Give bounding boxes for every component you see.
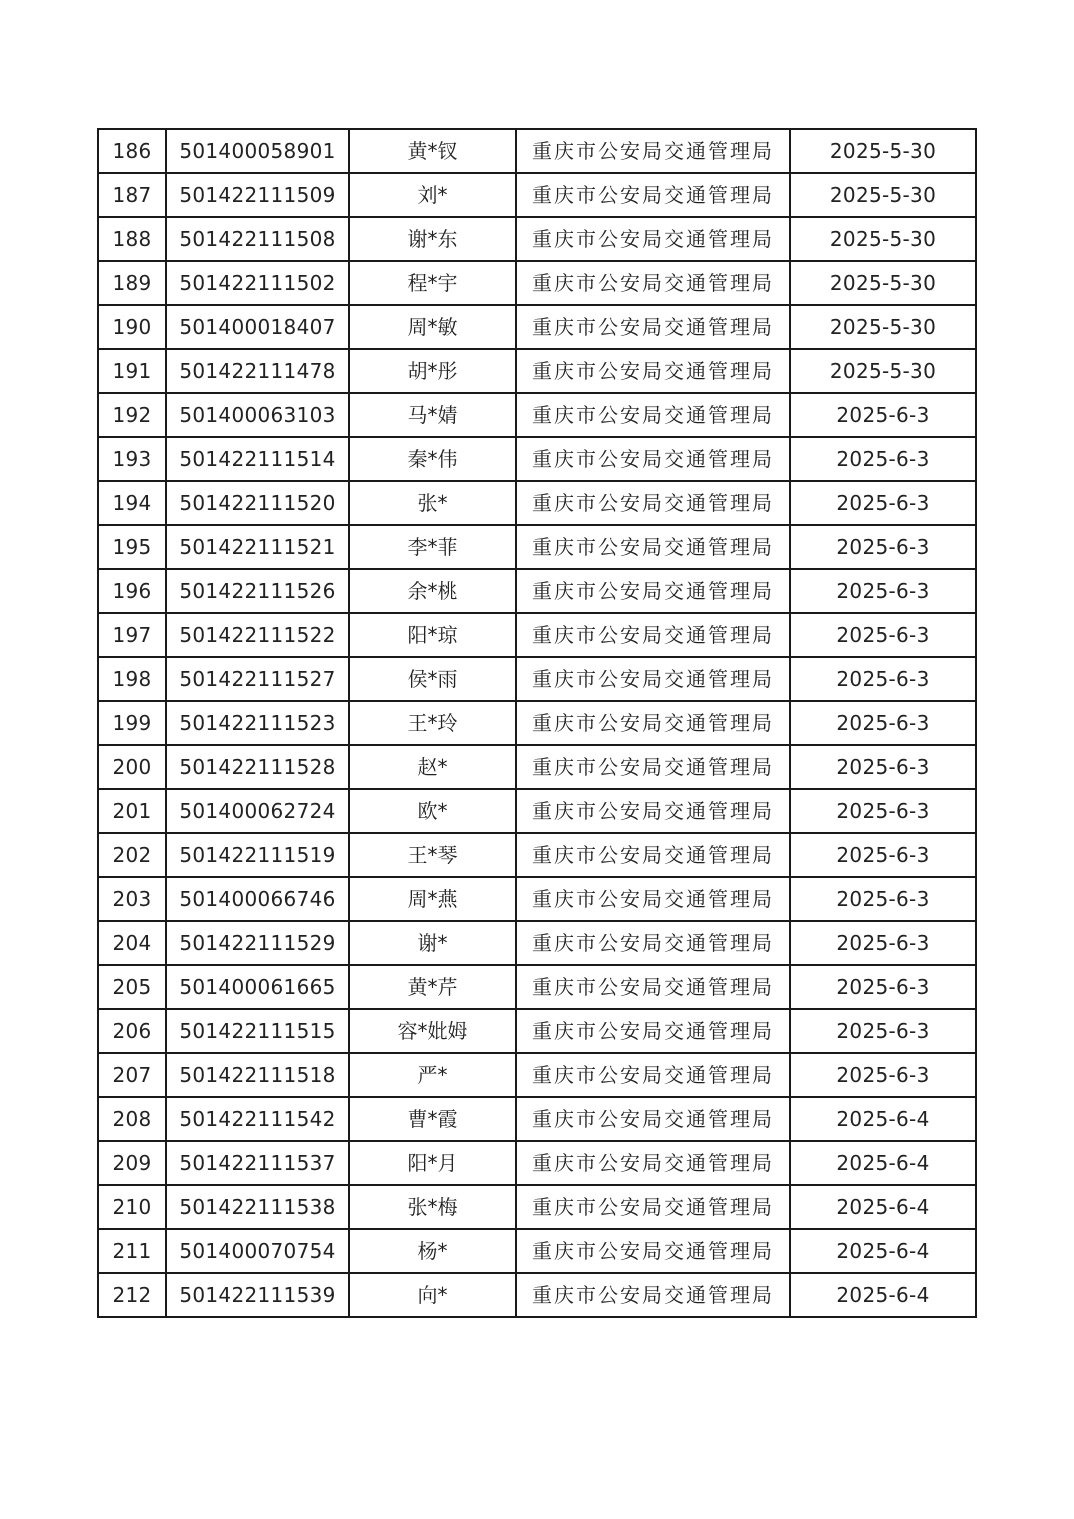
table-row xyxy=(98,1053,976,1097)
issuing-organization: 重庆市公安局交通管理局 xyxy=(516,1141,790,1185)
table-row xyxy=(98,481,976,525)
record-id: 501422111529 xyxy=(166,921,349,965)
person-name: 赵* xyxy=(349,745,516,789)
row-number: 193 xyxy=(98,437,166,481)
person-name: 阳*月 xyxy=(349,1141,516,1185)
row-number: 212 xyxy=(98,1273,166,1317)
record-id: 501422111526 xyxy=(166,569,349,613)
person-name: 胡*彤 xyxy=(349,349,516,393)
table-row xyxy=(98,305,976,349)
person-name: 阳*琼 xyxy=(349,613,516,657)
issuing-organization: 重庆市公安局交通管理局 xyxy=(516,173,790,217)
row-number: 190 xyxy=(98,305,166,349)
issuing-organization: 重庆市公安局交通管理局 xyxy=(516,1273,790,1317)
person-name: 王*琴 xyxy=(349,833,516,877)
row-number: 207 xyxy=(98,1053,166,1097)
person-name: 黄*芹 xyxy=(349,965,516,1009)
issuing-organization: 重庆市公安局交通管理局 xyxy=(516,217,790,261)
row-number: 206 xyxy=(98,1009,166,1053)
person-name: 容*妣姆 xyxy=(349,1009,516,1053)
row-number: 194 xyxy=(98,481,166,525)
table-row xyxy=(98,349,976,393)
person-name: 谢* xyxy=(349,921,516,965)
record-date: 2025-6-3 xyxy=(790,481,976,525)
record-id: 501400070754 xyxy=(166,1229,349,1273)
issuing-organization: 重庆市公安局交通管理局 xyxy=(516,349,790,393)
record-date: 2025-6-3 xyxy=(790,789,976,833)
person-name: 曹*霞 xyxy=(349,1097,516,1141)
record-date: 2025-6-3 xyxy=(790,833,976,877)
issuing-organization: 重庆市公安局交通管理局 xyxy=(516,437,790,481)
record-date: 2025-5-30 xyxy=(790,349,976,393)
record-date: 2025-6-3 xyxy=(790,745,976,789)
person-name: 向* xyxy=(349,1273,516,1317)
row-number: 191 xyxy=(98,349,166,393)
person-name: 侯*雨 xyxy=(349,657,516,701)
record-date: 2025-6-4 xyxy=(790,1185,976,1229)
record-date: 2025-5-30 xyxy=(790,261,976,305)
record-date: 2025-6-3 xyxy=(790,569,976,613)
table-row xyxy=(98,657,976,701)
table-row xyxy=(98,1097,976,1141)
person-name: 周*燕 xyxy=(349,877,516,921)
person-name: 谢*东 xyxy=(349,217,516,261)
table-row xyxy=(98,833,976,877)
person-name: 刘* xyxy=(349,173,516,217)
record-id: 501400058901 xyxy=(166,129,349,173)
table-row xyxy=(98,261,976,305)
record-id: 501422111514 xyxy=(166,437,349,481)
record-id: 501422111539 xyxy=(166,1273,349,1317)
record-date: 2025-6-4 xyxy=(790,1097,976,1141)
record-date: 2025-6-3 xyxy=(790,877,976,921)
record-id: 501422111542 xyxy=(166,1097,349,1141)
table-row xyxy=(98,745,976,789)
record-id: 501400018407 xyxy=(166,305,349,349)
record-id: 501400062724 xyxy=(166,789,349,833)
person-name: 张*梅 xyxy=(349,1185,516,1229)
issuing-organization: 重庆市公安局交通管理局 xyxy=(516,789,790,833)
row-number: 187 xyxy=(98,173,166,217)
record-date: 2025-5-30 xyxy=(790,173,976,217)
table-row xyxy=(98,1141,976,1185)
record-id: 501422111509 xyxy=(166,173,349,217)
record-date: 2025-5-30 xyxy=(790,129,976,173)
issuing-organization: 重庆市公安局交通管理局 xyxy=(516,1229,790,1273)
issuing-organization: 重庆市公安局交通管理局 xyxy=(516,1009,790,1053)
record-id: 501422111520 xyxy=(166,481,349,525)
issuing-organization: 重庆市公安局交通管理局 xyxy=(516,657,790,701)
table-row xyxy=(98,789,976,833)
records-table xyxy=(97,128,977,1318)
issuing-organization: 重庆市公安局交通管理局 xyxy=(516,1053,790,1097)
record-id: 501422111521 xyxy=(166,525,349,569)
record-id: 501422111522 xyxy=(166,613,349,657)
table-row xyxy=(98,217,976,261)
record-date: 2025-6-3 xyxy=(790,613,976,657)
person-name: 程*宇 xyxy=(349,261,516,305)
table-row xyxy=(98,965,976,1009)
record-date: 2025-6-3 xyxy=(790,437,976,481)
issuing-organization: 重庆市公安局交通管理局 xyxy=(516,965,790,1009)
record-date: 2025-6-3 xyxy=(790,525,976,569)
table-row xyxy=(98,613,976,657)
table-row xyxy=(98,525,976,569)
record-id: 501400063103 xyxy=(166,393,349,437)
person-name: 黄*钗 xyxy=(349,129,516,173)
row-number: 188 xyxy=(98,217,166,261)
issuing-organization: 重庆市公安局交通管理局 xyxy=(516,745,790,789)
record-date: 2025-6-3 xyxy=(790,921,976,965)
record-date: 2025-6-4 xyxy=(790,1229,976,1273)
record-id: 501422111518 xyxy=(166,1053,349,1097)
record-id: 501422111523 xyxy=(166,701,349,745)
record-id: 501422111538 xyxy=(166,1185,349,1229)
record-id: 501422111527 xyxy=(166,657,349,701)
record-date: 2025-6-3 xyxy=(790,393,976,437)
row-number: 195 xyxy=(98,525,166,569)
issuing-organization: 重庆市公安局交通管理局 xyxy=(516,1097,790,1141)
row-number: 204 xyxy=(98,921,166,965)
table-row xyxy=(98,173,976,217)
issuing-organization: 重庆市公安局交通管理局 xyxy=(516,701,790,745)
record-id: 501400066746 xyxy=(166,877,349,921)
table-row xyxy=(98,129,976,173)
row-number: 202 xyxy=(98,833,166,877)
table-row xyxy=(98,1009,976,1053)
person-name: 秦*伟 xyxy=(349,437,516,481)
record-date: 2025-6-3 xyxy=(790,1009,976,1053)
row-number: 189 xyxy=(98,261,166,305)
issuing-organization: 重庆市公安局交通管理局 xyxy=(516,393,790,437)
table-row xyxy=(98,1185,976,1229)
row-number: 186 xyxy=(98,129,166,173)
row-number: 201 xyxy=(98,789,166,833)
record-id: 501422111537 xyxy=(166,1141,349,1185)
table-row xyxy=(98,877,976,921)
row-number: 197 xyxy=(98,613,166,657)
record-id: 501400061665 xyxy=(166,965,349,1009)
person-name: 杨* xyxy=(349,1229,516,1273)
records-table-body xyxy=(98,129,976,1317)
table-row xyxy=(98,701,976,745)
issuing-organization: 重庆市公安局交通管理局 xyxy=(516,1185,790,1229)
issuing-organization: 重庆市公安局交通管理局 xyxy=(516,525,790,569)
issuing-organization: 重庆市公安局交通管理局 xyxy=(516,481,790,525)
issuing-organization: 重庆市公安局交通管理局 xyxy=(516,569,790,613)
table-row xyxy=(98,393,976,437)
person-name: 欧* xyxy=(349,789,516,833)
person-name: 李*菲 xyxy=(349,525,516,569)
record-date: 2025-6-4 xyxy=(790,1273,976,1317)
record-id: 501422111508 xyxy=(166,217,349,261)
record-id: 501422111478 xyxy=(166,349,349,393)
row-number: 208 xyxy=(98,1097,166,1141)
record-id: 501422111502 xyxy=(166,261,349,305)
record-id: 501422111528 xyxy=(166,745,349,789)
record-date: 2025-6-3 xyxy=(790,701,976,745)
record-date: 2025-6-3 xyxy=(790,1053,976,1097)
person-name: 周*敏 xyxy=(349,305,516,349)
issuing-organization: 重庆市公安局交通管理局 xyxy=(516,305,790,349)
person-name: 余*桃 xyxy=(349,569,516,613)
table-row xyxy=(98,921,976,965)
row-number: 210 xyxy=(98,1185,166,1229)
record-date: 2025-6-4 xyxy=(790,1141,976,1185)
table-row xyxy=(98,569,976,613)
row-number: 192 xyxy=(98,393,166,437)
issuing-organization: 重庆市公安局交通管理局 xyxy=(516,129,790,173)
issuing-organization: 重庆市公安局交通管理局 xyxy=(516,877,790,921)
row-number: 196 xyxy=(98,569,166,613)
record-date: 2025-6-3 xyxy=(790,965,976,1009)
table-row xyxy=(98,437,976,481)
record-date: 2025-5-30 xyxy=(790,305,976,349)
issuing-organization: 重庆市公安局交通管理局 xyxy=(516,921,790,965)
issuing-organization: 重庆市公安局交通管理局 xyxy=(516,261,790,305)
row-number: 209 xyxy=(98,1141,166,1185)
table-row xyxy=(98,1229,976,1273)
issuing-organization: 重庆市公安局交通管理局 xyxy=(516,613,790,657)
row-number: 199 xyxy=(98,701,166,745)
row-number: 203 xyxy=(98,877,166,921)
person-name: 张* xyxy=(349,481,516,525)
record-date: 2025-6-3 xyxy=(790,657,976,701)
issuing-organization: 重庆市公安局交通管理局 xyxy=(516,833,790,877)
table-row xyxy=(98,1273,976,1317)
record-date: 2025-5-30 xyxy=(790,217,976,261)
person-name: 马*婧 xyxy=(349,393,516,437)
row-number: 200 xyxy=(98,745,166,789)
row-number: 205 xyxy=(98,965,166,1009)
person-name: 王*玲 xyxy=(349,701,516,745)
record-id: 501422111515 xyxy=(166,1009,349,1053)
row-number: 198 xyxy=(98,657,166,701)
row-number: 211 xyxy=(98,1229,166,1273)
person-name: 严* xyxy=(349,1053,516,1097)
record-id: 501422111519 xyxy=(166,833,349,877)
